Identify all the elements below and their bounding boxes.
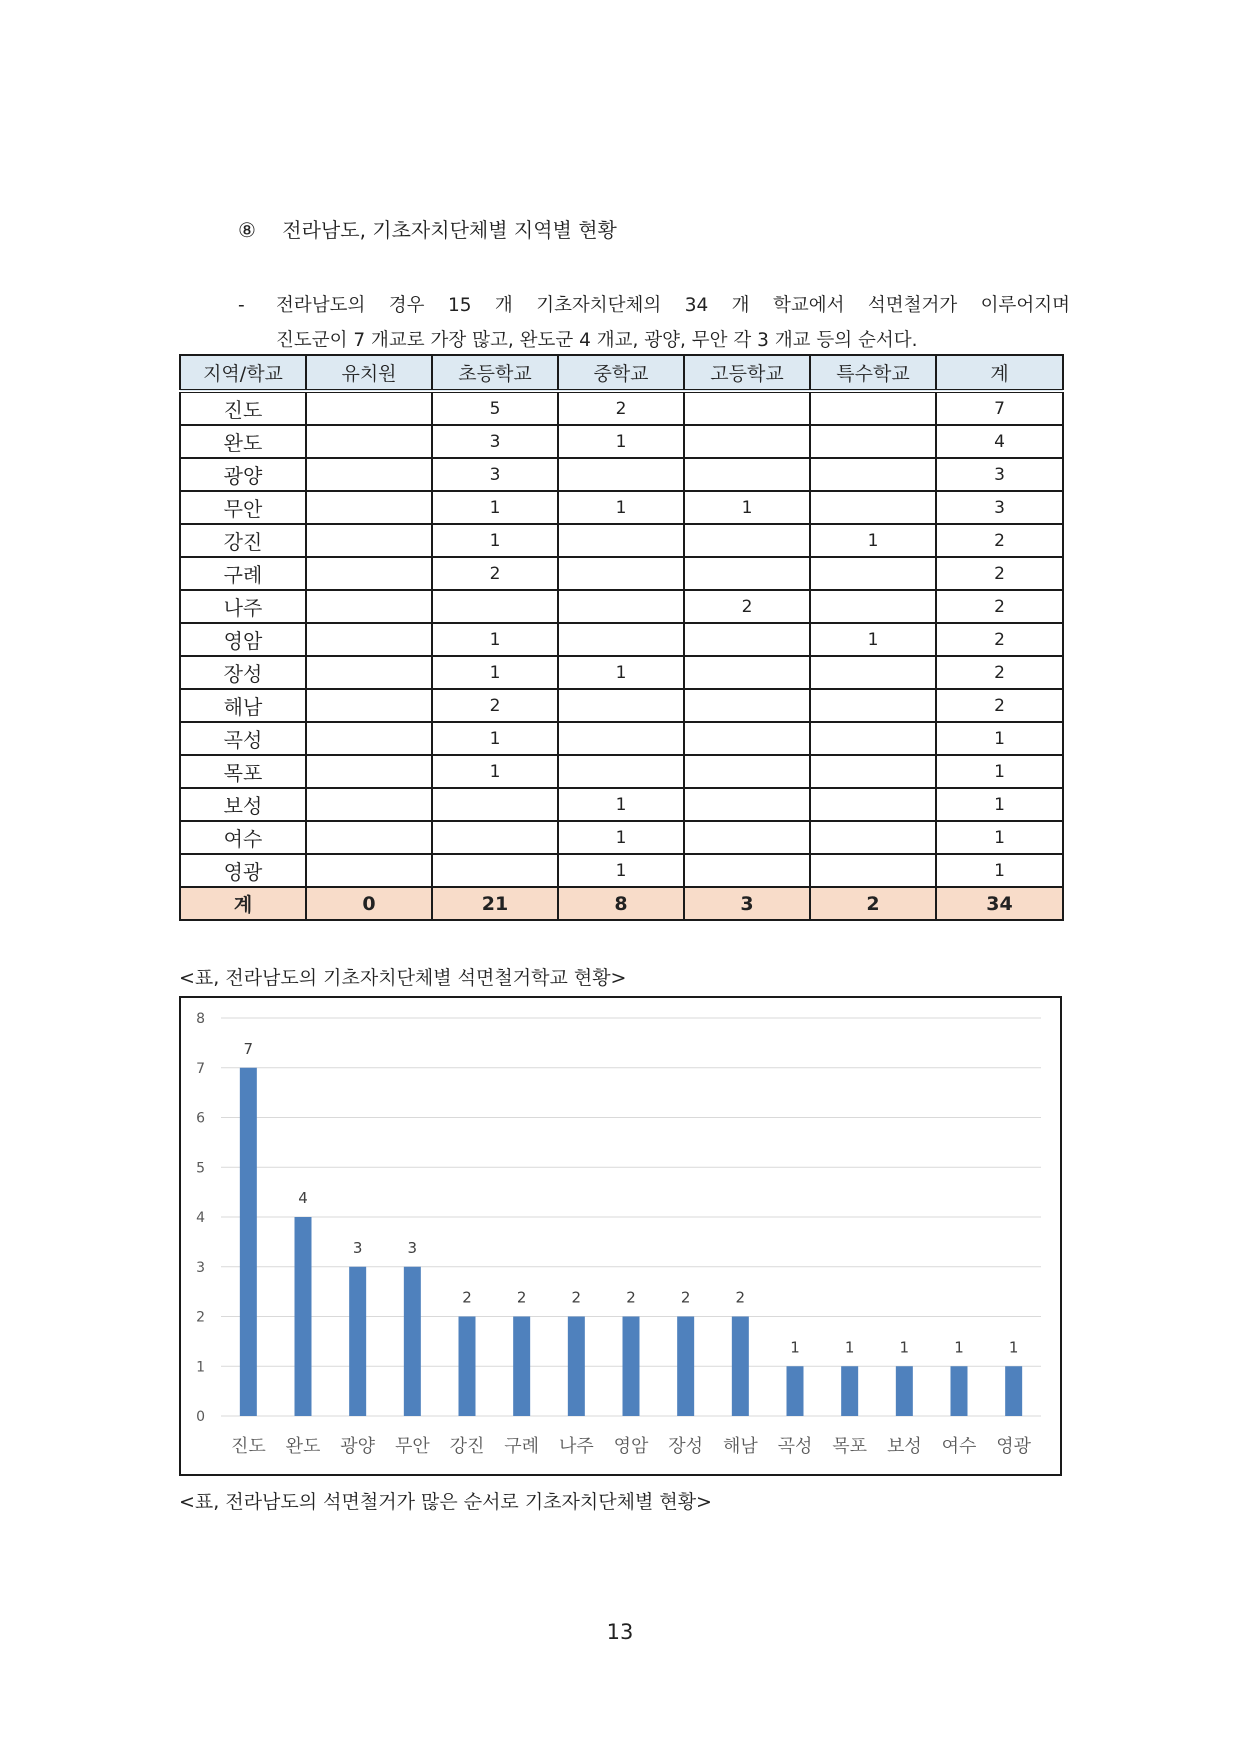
x-tick-label: 영광	[996, 1436, 1032, 1457]
count-cell: 1	[936, 755, 1063, 788]
count-cell	[810, 458, 936, 491]
count-cell	[684, 755, 810, 788]
total-count-cell: 34	[936, 887, 1063, 920]
paragraph-line-1: 전라남도의 경우 15 개 기초자치단체의 34 개 학교에서 석면철거가 이루어지며	[276, 295, 1070, 316]
bar	[841, 1366, 858, 1416]
count-cell: 2	[558, 391, 684, 425]
data-label: 1	[954, 1338, 964, 1357]
total-count-cell: 8	[558, 887, 684, 920]
table-row	[180, 391, 1063, 425]
x-tick-label: 목포	[832, 1436, 868, 1457]
bar	[459, 1317, 476, 1417]
count-cell	[306, 854, 432, 887]
y-tick-label: 2	[196, 1309, 205, 1326]
data-label: 2	[571, 1288, 582, 1307]
bar	[295, 1217, 312, 1416]
total-count-cell: 2	[810, 887, 936, 920]
x-tick-label: 장성	[668, 1436, 704, 1457]
count-cell: 1	[432, 623, 558, 656]
x-tick-label: 강진	[449, 1436, 485, 1457]
total-count-cell: 0	[306, 887, 432, 920]
region-school-table	[179, 354, 1064, 921]
bar-chart	[179, 996, 1062, 1476]
y-tick-label: 7	[196, 1060, 205, 1077]
region-cell: 여수	[180, 821, 306, 854]
count-cell	[810, 755, 936, 788]
count-cell: 1	[558, 788, 684, 821]
count-cell	[306, 458, 432, 491]
table-row	[180, 854, 1063, 887]
count-cell	[306, 755, 432, 788]
count-cell: 1	[558, 425, 684, 458]
count-cell: 1	[558, 854, 684, 887]
table-header-cell: 지역/학교	[180, 355, 306, 391]
region-cell: 영광	[180, 854, 306, 887]
data-label: 2	[735, 1288, 746, 1307]
table-row	[180, 656, 1063, 689]
count-cell: 1	[936, 788, 1063, 821]
count-cell	[432, 788, 558, 821]
count-cell: 2	[432, 557, 558, 590]
count-cell	[306, 722, 432, 755]
count-cell	[306, 788, 432, 821]
region-cell: 영암	[180, 623, 306, 656]
count-cell	[684, 722, 810, 755]
count-cell: 3	[432, 425, 558, 458]
table-header-cell: 초등학교	[432, 355, 558, 391]
count-cell	[306, 425, 432, 458]
count-cell	[558, 557, 684, 590]
table-row	[180, 788, 1063, 821]
bar	[513, 1317, 530, 1417]
bar	[896, 1366, 913, 1416]
count-cell: 7	[936, 391, 1063, 425]
count-cell	[684, 425, 810, 458]
count-cell: 2	[684, 590, 810, 623]
x-tick-label: 곡성	[777, 1436, 813, 1457]
count-cell: 3	[936, 491, 1063, 524]
x-tick-label: 무안	[394, 1436, 430, 1457]
region-cell: 나주	[180, 590, 306, 623]
count-cell	[684, 656, 810, 689]
section-heading	[238, 214, 617, 243]
table-row	[180, 821, 1063, 854]
count-cell	[306, 491, 432, 524]
data-label: 2	[516, 1288, 527, 1307]
y-tick-label: 0	[196, 1409, 205, 1425]
y-tick-label: 5	[196, 1160, 205, 1177]
count-cell	[810, 590, 936, 623]
count-cell: 2	[936, 623, 1063, 656]
data-label: 7	[243, 1039, 254, 1058]
bar	[623, 1317, 640, 1417]
table-total-row	[180, 887, 1063, 920]
bar	[1005, 1366, 1022, 1416]
count-cell: 1	[432, 656, 558, 689]
count-cell	[432, 854, 558, 887]
count-cell	[810, 491, 936, 524]
total-count-cell: 21	[432, 887, 558, 920]
count-cell	[684, 458, 810, 491]
table-row	[180, 590, 1063, 623]
count-cell	[558, 458, 684, 491]
x-tick-label: 광양	[340, 1436, 376, 1457]
table-row	[180, 458, 1063, 491]
data-label: 4	[298, 1189, 308, 1207]
count-cell: 1	[432, 491, 558, 524]
data-label: 2	[462, 1288, 472, 1307]
count-cell: 2	[936, 590, 1063, 623]
count-cell: 2	[432, 689, 558, 722]
region-cell: 장성	[180, 656, 306, 689]
count-cell	[810, 788, 936, 821]
bar	[787, 1366, 804, 1416]
table-header-cell: 유치원	[306, 355, 432, 391]
x-tick-label: 나주	[558, 1436, 594, 1457]
bar	[240, 1068, 257, 1416]
bar	[568, 1317, 585, 1417]
y-tick-label: 4	[196, 1210, 205, 1226]
count-cell: 1	[432, 755, 558, 788]
bullet-dash: -	[238, 295, 245, 316]
table-header-cell: 계	[936, 355, 1063, 391]
data-label: 1	[899, 1338, 910, 1357]
count-cell	[684, 524, 810, 557]
x-tick-label: 완도	[285, 1436, 321, 1457]
region-cell: 완도	[180, 425, 306, 458]
bar-chart-svg	[181, 998, 1060, 1474]
chart-caption: <표, 전라남도의 석면철거가 많은 순서로 기초자치단체별 현황>	[179, 1491, 712, 1513]
count-cell: 2	[936, 557, 1063, 590]
count-cell	[306, 623, 432, 656]
count-cell: 1	[936, 821, 1063, 854]
table-row	[180, 491, 1063, 524]
count-cell	[684, 623, 810, 656]
count-cell	[810, 391, 936, 425]
count-cell	[810, 689, 936, 722]
region-cell: 구례	[180, 557, 306, 590]
count-cell	[810, 722, 936, 755]
count-cell: 2	[936, 524, 1063, 557]
x-tick-label: 여수	[941, 1436, 977, 1457]
region-cell: 진도	[180, 391, 306, 425]
table-row	[180, 722, 1063, 755]
count-cell: 1	[810, 524, 936, 557]
table-row	[180, 755, 1063, 788]
data-label: 1	[844, 1338, 855, 1357]
count-cell	[432, 821, 558, 854]
count-cell: 1	[558, 491, 684, 524]
paragraph-line-2: 진도군이 7 개교로 가장 많고, 완도군 4 개교, 광양, 무안 각 3 개교 등의 순서다.	[276, 330, 918, 351]
table-caption: <표, 전라남도의 기초자치단체별 석면철거학교 현황>	[179, 967, 627, 989]
table-header-row	[180, 355, 1063, 391]
count-cell	[306, 391, 432, 425]
region-cell: 보성	[180, 788, 306, 821]
data-label: 1	[790, 1338, 800, 1357]
count-cell: 1	[936, 854, 1063, 887]
region-cell: 목포	[180, 755, 306, 788]
count-cell	[558, 524, 684, 557]
data-label: 3	[352, 1238, 363, 1257]
count-cell	[810, 854, 936, 887]
count-cell	[810, 557, 936, 590]
region-cell: 곡성	[180, 722, 306, 755]
count-cell: 1	[432, 722, 558, 755]
count-cell: 1	[936, 722, 1063, 755]
y-tick-label: 3	[196, 1259, 205, 1276]
table-header-cell: 특수학교	[810, 355, 936, 391]
count-cell	[558, 590, 684, 623]
count-cell	[558, 623, 684, 656]
count-cell	[306, 557, 432, 590]
count-cell	[684, 788, 810, 821]
count-cell	[684, 689, 810, 722]
count-cell: 1	[558, 821, 684, 854]
count-cell	[306, 656, 432, 689]
count-cell: 1	[432, 524, 558, 557]
count-cell	[306, 524, 432, 557]
x-tick-label: 보성	[886, 1436, 922, 1457]
table-header-cell: 중학교	[558, 355, 684, 391]
count-cell	[684, 854, 810, 887]
bar	[951, 1366, 968, 1416]
data-label: 3	[407, 1238, 418, 1257]
total-count-cell: 3	[684, 887, 810, 920]
bar	[349, 1267, 366, 1416]
count-cell: 1	[558, 656, 684, 689]
count-cell	[432, 590, 558, 623]
table-header-cell: 고등학교	[684, 355, 810, 391]
x-tick-label: 해남	[722, 1436, 758, 1457]
table-row	[180, 425, 1063, 458]
count-cell	[810, 821, 936, 854]
bar	[677, 1317, 694, 1417]
y-tick-label: 6	[196, 1110, 205, 1127]
total-label-cell: 계	[180, 887, 306, 920]
count-cell: 2	[936, 656, 1063, 689]
count-cell	[306, 821, 432, 854]
count-cell	[684, 821, 810, 854]
data-label: 1	[1008, 1338, 1019, 1357]
count-cell	[558, 755, 684, 788]
region-cell: 무안	[180, 491, 306, 524]
data-label: 2	[680, 1288, 691, 1307]
section-number: ⑧	[238, 218, 256, 242]
count-cell	[558, 722, 684, 755]
page-number: 13	[606, 1620, 634, 1644]
count-cell	[810, 425, 936, 458]
count-cell	[558, 689, 684, 722]
bar	[404, 1267, 421, 1416]
count-cell: 1	[810, 623, 936, 656]
table-body	[180, 391, 1063, 920]
count-cell: 2	[936, 689, 1063, 722]
count-cell: 3	[936, 458, 1063, 491]
table-row	[180, 557, 1063, 590]
bar	[732, 1317, 749, 1417]
x-tick-label: 진도	[230, 1436, 266, 1457]
region-cell: 해남	[180, 689, 306, 722]
section-title: 전라남도, 기초자치단체별 지역별 현황	[282, 218, 617, 242]
y-tick-label: 1	[196, 1359, 205, 1376]
count-cell: 5	[432, 391, 558, 425]
count-cell	[306, 590, 432, 623]
x-tick-label: 영암	[613, 1436, 649, 1457]
region-cell: 광양	[180, 458, 306, 491]
count-cell	[684, 557, 810, 590]
table-row	[180, 524, 1063, 557]
count-cell: 4	[936, 425, 1063, 458]
region-cell: 강진	[180, 524, 306, 557]
y-tick-label: 8	[196, 1011, 205, 1027]
table-row	[180, 623, 1063, 656]
table-row	[180, 689, 1063, 722]
count-cell	[684, 391, 810, 425]
data-label: 2	[626, 1288, 636, 1307]
x-tick-label: 구례	[504, 1436, 540, 1457]
count-cell: 1	[684, 491, 810, 524]
count-cell	[306, 689, 432, 722]
count-cell: 3	[432, 458, 558, 491]
count-cell	[810, 656, 936, 689]
